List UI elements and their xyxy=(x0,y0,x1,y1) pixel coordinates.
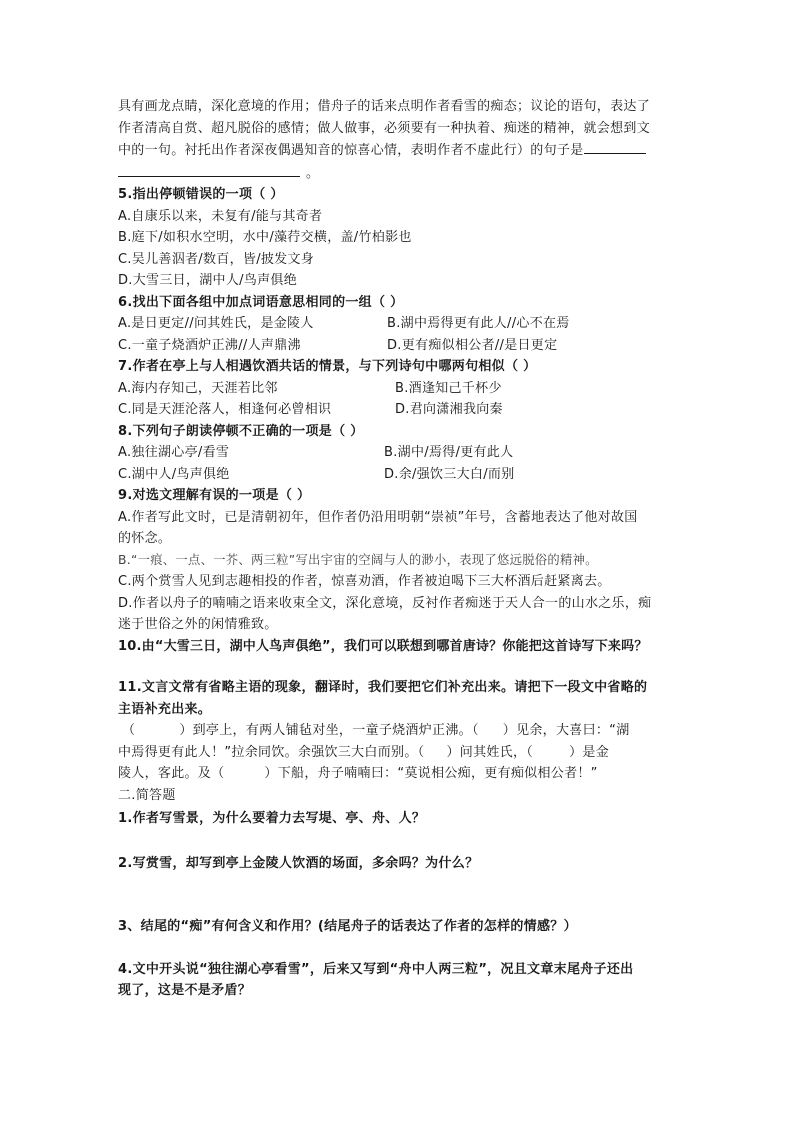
q6-row-2 xyxy=(118,335,676,357)
q5-option-d: D.大雪三日，湖中人/鸟声俱绝 xyxy=(118,273,298,288)
q8-stem: 8.下列句子朗读停顿不正确的一项是（ ） xyxy=(118,423,364,439)
q9-option-b: B.“一痕、一点、一芥、两三粒”写出宇宙的空阔与人的渺小，表现了悠远脱俗的精神。 xyxy=(118,552,598,567)
answer-blank-2[interactable] xyxy=(118,162,300,177)
intro-line-1: 具有画龙点睛，深化意境的作用；借舟子的话来点明作者看雪的痴态；议论的语句，表达了 xyxy=(118,99,651,114)
q8-row-2 xyxy=(118,464,676,486)
intro-line-3-text: 中的一句。衬托出作者深夜偶遇知音的惊喜心情，表明作者不虚此行）的句子是 xyxy=(118,143,584,158)
q11-passage-line-3: 陵人，客此。及（ ）下船，舟子喃喃曰：“莫说相公痴，更有痴似相公者！” xyxy=(118,766,598,781)
intro-line-4-end: 。 xyxy=(306,165,320,181)
q6-row-1 xyxy=(118,313,676,335)
q8-option-b: B.湖中/焉得/更有此人 xyxy=(384,445,514,460)
q7-row-1 xyxy=(118,378,676,400)
short-q2-answer-space[interactable] xyxy=(118,874,676,916)
q8-row-1 xyxy=(118,442,676,464)
q7-row-2 xyxy=(118,399,676,421)
q6-stem: 6.找出下面各组中加点词语意思相同的一组（ ） xyxy=(118,294,404,310)
q6-option-d: D.更有痴似相公者//是日更定 xyxy=(387,337,558,353)
q11-stem-line-2: 主语补充出来。 xyxy=(118,701,212,717)
q6-option-c: C.一童子烧酒炉正沸//人声鼎沸 xyxy=(118,337,301,353)
short-q2: 2.写赏雪，却写到亭上金陵人饮酒的场面，多余吗？为什么？ xyxy=(118,855,479,871)
q6-option-b: B.湖中焉得更有此人//心不在焉 xyxy=(387,316,570,331)
section-2-title: 二.简答题 xyxy=(118,787,176,803)
q5-option-b: B.庭下/如积水空明，水中/藻荇交横，盖/竹柏影也 xyxy=(118,230,412,245)
q11-stem-line-1: 11.文言文常有省略主语的现象，翻译时，我们要把它们补充出来。请把下一段文中省略的 xyxy=(118,680,648,695)
answer-blank[interactable] xyxy=(584,139,646,154)
q7-stem: 7.作者在亭上与人相遇饮酒共话的情景，与下列诗句中哪两句相似（ ） xyxy=(118,359,537,374)
q10-stem: 10.由“大雪三日，湖中人鸟声俱绝”，我们可以联想到哪首唐诗？你能把这首诗写下来吗？ xyxy=(118,638,648,654)
q9-option-a-line-1: A.作者写此文时，已是清朝初年，但作者仍沿用明朝“崇祯”年号，含蓄地表达了他对故国 xyxy=(118,509,638,525)
short-q1: 1.作者写雪景，为什么要着力去写堤、亭、舟、人？ xyxy=(118,811,426,826)
q6-option-a: A.是日更定//问其姓氏，是金陵人 xyxy=(118,316,314,331)
q8-option-a: A.独往湖心亭/看雪 xyxy=(118,445,230,460)
q9-option-c: C.两个赏雪人见到志趣相投的作者，惊喜劝酒，作者被迫喝下三大杯酒后赶紧离去。 xyxy=(118,574,611,589)
q8-option-d: D.余/强饮三大白/而别 xyxy=(384,466,515,482)
intro-line-4 xyxy=(118,162,676,185)
q11-passage-line-1: （ ）到亭上，有两人铺毡对坐，一童子烧酒炉正沸。（ ）见余，大喜曰：“湖 xyxy=(122,723,630,738)
short-q3-answer-space[interactable] xyxy=(118,938,676,959)
short-q4-line-2: 现了，这是不是矛盾？ xyxy=(118,983,252,998)
q5-option-c: C.吴儿善泅者/数百，皆/披发文身 xyxy=(118,251,315,267)
q10-answer-space[interactable] xyxy=(118,657,676,677)
intro-line-2: 作者清高自赏、超凡脱俗的感情；做人做事，必须要有一种执着、痴迷的精神，就会想到文 xyxy=(118,120,651,136)
short-q4-line-1: 4.文中开头说“独往湖心亭看雪”，后来又写到“舟中人两三粒”，况且文章末尾舟子还出 xyxy=(118,961,634,977)
q7-option-d: D.君向潇湘我向秦 xyxy=(395,402,503,417)
q7-option-c: C.同是天涯沦落人，相逢何必曾相识 xyxy=(118,402,332,417)
q9-option-d-line-1: D.作者以舟子的喃喃之语来收束全文，深化意境，反衬作者痴迷于天人合一的山水之乐，痴 xyxy=(118,595,652,611)
q9-option-d-line-2: 迷于世俗之外的闲情雅致。 xyxy=(118,617,278,632)
q5-option-a: A.自康乐以来，未复有/能与其奇者 xyxy=(118,208,323,224)
q9-stem: 9.对选文理解有误的一项是（ ） xyxy=(118,488,311,503)
q9-option-a-line-2: 的怀念。 xyxy=(118,531,172,546)
q7-option-a: A.海内存知己，天涯若比邻 xyxy=(118,380,278,396)
short-q3: 3、结尾的“痴”有何含义和作用？(结尾舟子的话表达了作者的怎样的情感？） xyxy=(118,919,577,934)
q5-stem: 5.指出停顿错误的一项（ ） xyxy=(118,187,284,202)
q7-option-b: B.酒逢知己千杯少 xyxy=(395,380,502,396)
intro-line-3 xyxy=(118,139,676,162)
document-page xyxy=(118,96,676,1002)
q8-option-c: C.湖中人/鸟声俱绝 xyxy=(118,466,230,482)
short-q1-answer-space[interactable] xyxy=(118,830,676,853)
q11-passage-line-2: 中焉得更有此人！”拉余同饮。余强饮三大白而别。（ ）问其姓氏，（ ）是金 xyxy=(118,744,610,760)
